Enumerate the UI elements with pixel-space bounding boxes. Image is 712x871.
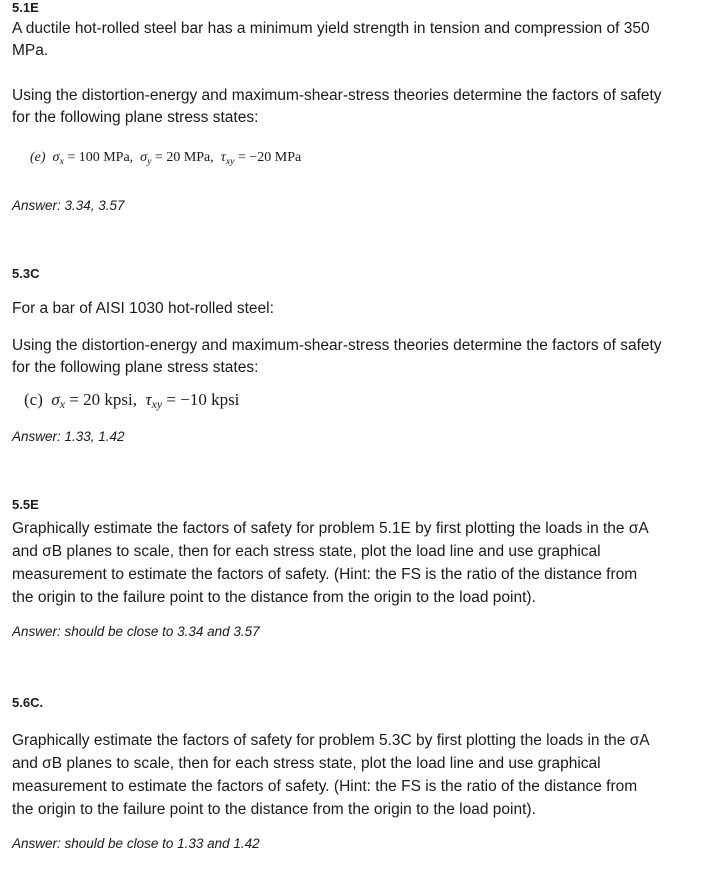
problem-5-6c-line-2: and σB planes to scale, then for each stress state, plot the load line and use graphical	[12, 755, 601, 772]
problem-number-5-6c: 5.6C.	[12, 695, 44, 710]
sigma-x-value: = 100 MPa,	[67, 150, 134, 165]
sigma-y-value: = 20 MPa,	[154, 150, 214, 165]
problem-5-6c-answer: Answer: should be close to 1.33 and 1.42	[12, 836, 260, 851]
problem-5-1e-instruction-line-1: Using the distortion-energy and maximum-shear-stress theories determine the factors of safety	[12, 87, 662, 104]
problem-5-6c-line-3: measurement to estimate the factors of safety. (Hint: the FS is the ratio of the distance from	[12, 778, 638, 795]
problem-5-3c-instruction-line-2: for the following plane stress states:	[12, 359, 259, 376]
problem-5-5e-line-4: the origin to the failure point to the distance from the origin to the load point).	[12, 589, 536, 606]
problem-number-5-3c: 5.3C	[12, 266, 40, 281]
problem-5-3c-answer: Answer: 1.33, 1.42	[12, 429, 125, 444]
problem-5-5e-answer: Answer: should be close to 3.34 and 3.57	[12, 624, 260, 639]
problem-5-3c-intro: For a bar of AISI 1030 hot-rolled steel:	[12, 300, 274, 317]
problem-5-1e-statement-line-2: MPa.	[12, 42, 49, 59]
problem-5-6c-line-1: Graphically estimate the factors of safety for problem 5.3C by first plotting the loads in the σA	[12, 732, 650, 749]
equation-label: (c)	[24, 390, 43, 409]
problem-5-3c-instruction-line-1: Using the distortion-energy and maximum-shear-stress theories determine the factors of safety	[12, 337, 662, 354]
problem-5-1e-instruction-line-2: for the following plane stress states:	[12, 109, 259, 126]
stress-state-equation-e: (e) $\sigma_x = 100$ MPa, $\sigma_y = 20$ MPa, $\tau_{xy} = -20$ MPa	[30, 150, 302, 167]
problem-5-5e-line-1: Graphically estimate the factors of safety for problem 5.1E by first plotting the loads in the σA	[12, 520, 649, 537]
problem-number-5-1e: 5.1E	[12, 0, 39, 15]
tau-xy-value: = −10 kpsi	[166, 390, 240, 409]
problem-5-1e-statement-line-1: A ductile hot-rolled steel bar has a minimum yield strength in tension and compression of 350	[12, 20, 650, 37]
problem-number-5-5e: 5.5E	[12, 497, 39, 512]
stress-state-equation-c: (c) $\sigma_x = 20$ kpsi, $\tau_{xy} = -10$ kpsi	[24, 390, 240, 411]
problem-5-1e-answer: Answer: 3.34, 3.57	[12, 198, 125, 213]
tau-xy-value: = −20 MPa	[237, 150, 302, 165]
problem-5-5e-line-3: measurement to estimate the factors of safety. (Hint: the FS is the ratio of the distance from	[12, 566, 638, 583]
problem-5-5e-line-2: and σB planes to scale, then for each stress state, plot the load line and use graphical	[12, 543, 601, 560]
problem-5-6c-line-4: the origin to the failure point to the distance from the origin to the load point).	[12, 801, 536, 818]
sigma-x-value: = 20 kpsi,	[69, 390, 137, 409]
equation-label: (e)	[30, 150, 46, 165]
